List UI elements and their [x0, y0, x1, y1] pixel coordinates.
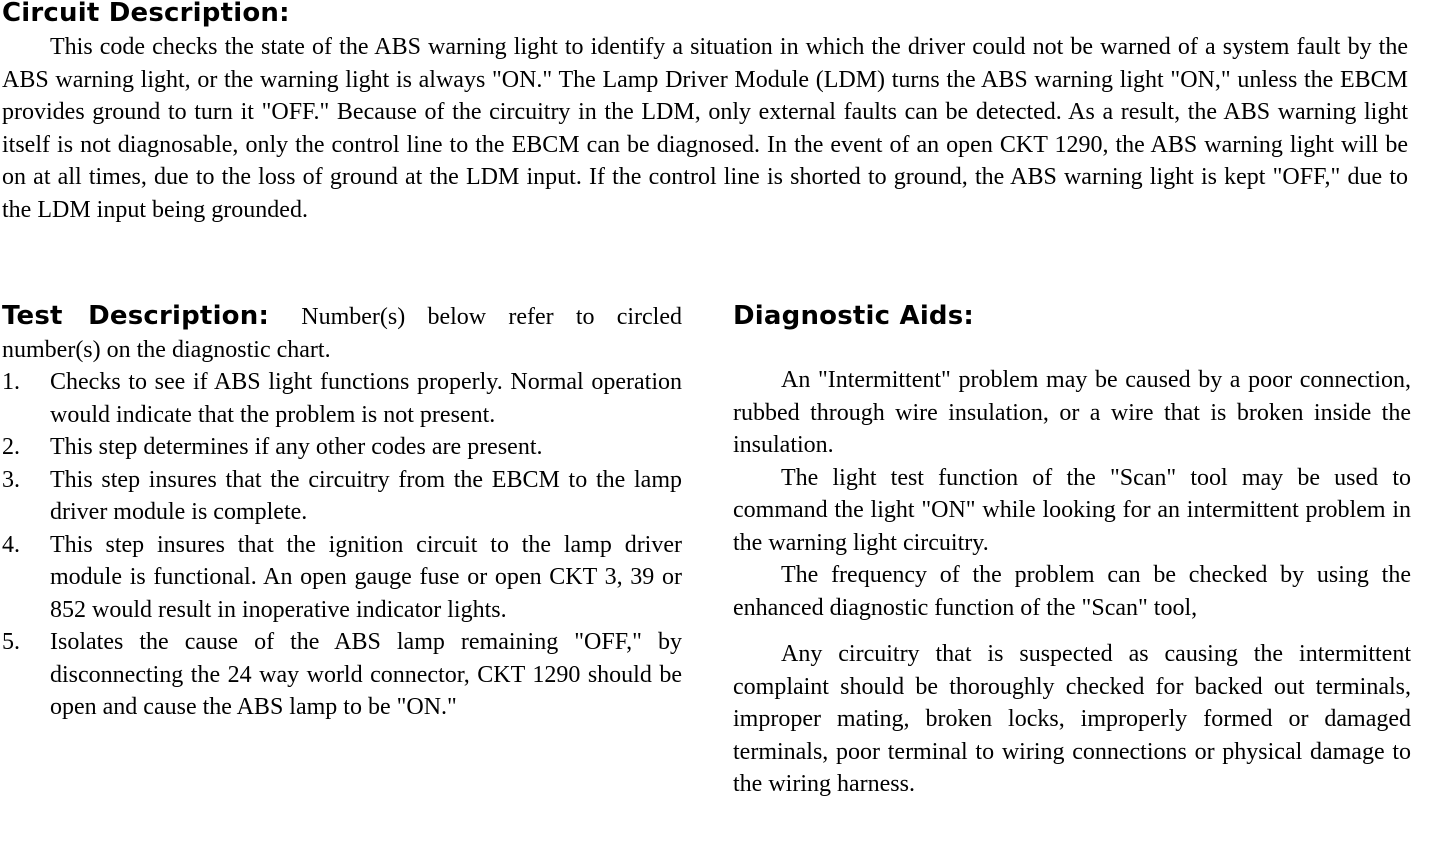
test-step-text: Checks to see if ABS light functions properly. Normal operation would indicate that the problem is not present. [50, 369, 682, 428]
test-steps-list [2, 366, 682, 724]
test-step-number: 2. [2, 434, 20, 460]
test-step [2, 366, 682, 431]
test-step-text: This step insures that the circuitry from the EBCM to the lamp driver module is complete. [50, 466, 682, 525]
circuit-description-heading: Circuit Description: [2, 0, 290, 28]
test-step [2, 431, 682, 464]
test-step-text: This step insures that the ignition circuit to the lamp driver module is functional. An open gauge fuse or open CKT 3, 39 or 852 would result in inoperative indicator lights. [50, 531, 682, 623]
test-description-intro [2, 300, 682, 366]
test-step-number: 1. [2, 369, 20, 395]
test-description-heading: Test Description: [2, 301, 270, 331]
diagnostic-aids-paragraph: An "Intermittent" problem may be caused by a poor connection, rubbed through wire insulation, or a wire that is broken inside the insulation. [733, 367, 1411, 458]
diagnostic-aids-paragraph: The light test function of the "Scan" tool may be used to command the light "ON" while looking for an intermittent problem in the warning light circuitry. [733, 464, 1411, 556]
circuit-description-paragraph: This code checks the state of the ABS warning light to identify a situation in which the driver could not be warned of a system fault by the ABS warning light, or the warning light is always "ON." The Lamp Driver Module (LDM) turns the ABS warning light "ON," unless the EBCM provides ground to turn it "OFF." Because of the circuitry in the LDM, only external faults can be detected. As a result, the ABS warning light itself is not diagnosable, only the control line to the EBCM can be diagnosed. In the event of an open CKT 1290, the ABS warning light will be on at all times, due to the loss of ground at the LDM input. If the control line is shorted to ground, the ABS warning light is kept "OFF," due to the LDM input being grounded. [2, 34, 1408, 223]
test-step [2, 626, 682, 724]
diagnostic-aids-paragraph: Any circuitry that is suspected as causing the intermittent complaint should be thoroughly checked for backed out terminals, improper mating, broken locks, improperly formed or damaged terminals, poor terminal to wiring connections or physical damage to the wiring harness. [733, 641, 1411, 797]
diagnostic-aids-section [733, 300, 1411, 801]
test-step-number: 4. [2, 531, 20, 558]
test-step [2, 529, 682, 627]
test-step-text: This step determines if any other codes are present. [50, 434, 543, 460]
test-description-intro-text: Number(s) below refer to circled number(s) on the diagnostic chart. [2, 304, 683, 363]
test-step-text: Isolates the cause of the ABS lamp remaining "OFF," by disconnecting the 24 way world connector, CKT 1290 should be open and cause the ABS lamp to be "ON." [50, 629, 682, 720]
diagnostic-aids-paragraph: The frequency of the problem can be checked by using the enhanced diagnostic function of the "Scan" tool, [733, 562, 1411, 621]
test-step [2, 464, 682, 529]
test-description-section [2, 300, 682, 724]
diagnostic-aids-heading: Diagnostic Aids: [733, 301, 975, 331]
test-step-number: 3. [2, 466, 20, 493]
test-step-number: 5. [2, 629, 20, 655]
